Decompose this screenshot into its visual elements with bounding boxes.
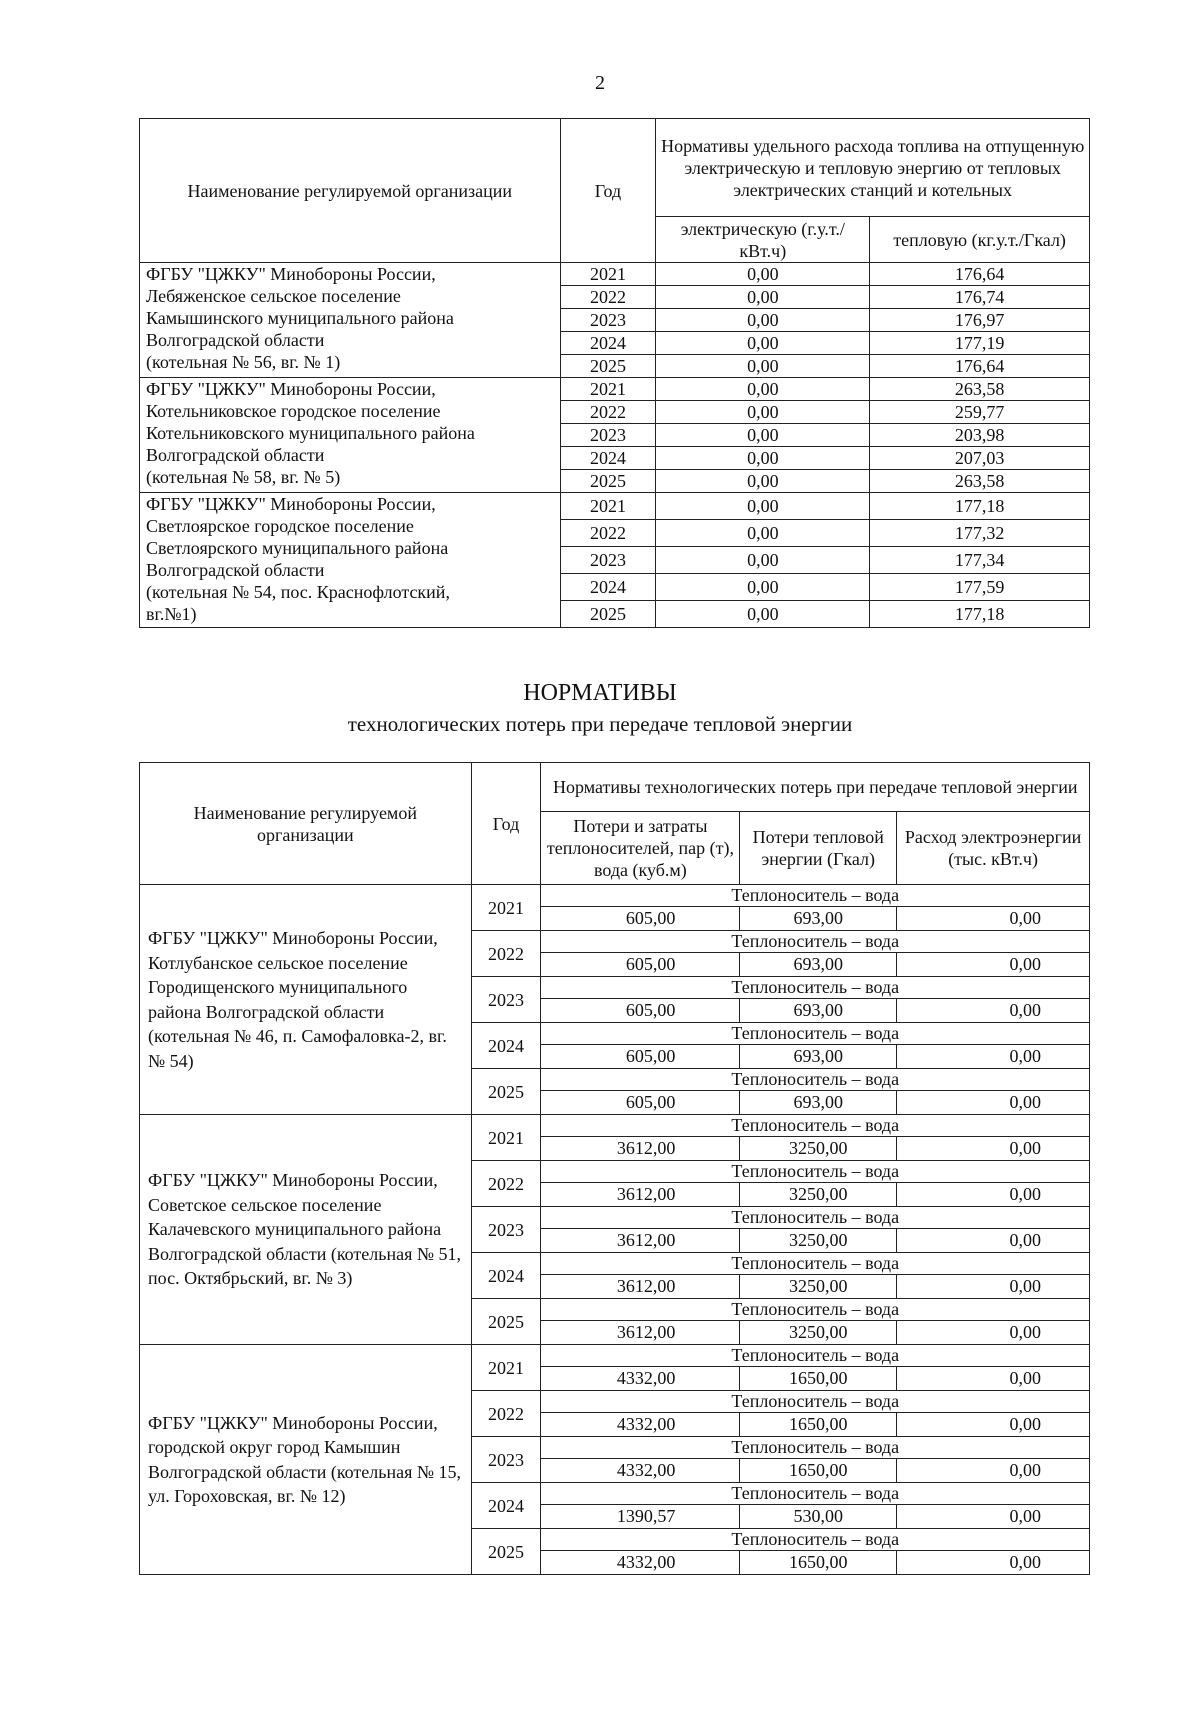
heat-loss-cell: 693,00 [740, 1091, 897, 1115]
power-cell: 0,00 [897, 1137, 1090, 1161]
losses-cell: 4332,00 [541, 1413, 740, 1437]
fuel-norms-table [139, 118, 1090, 628]
thermal-cell: 177,34 [870, 547, 1090, 574]
carrier-cell: Теплоноситель – вода [541, 977, 1090, 999]
electric-cell: 0,00 [656, 601, 870, 628]
t2-header-heat: Потери тепловой энергии (Гкал) [740, 812, 897, 885]
year-cell: 2021 [471, 1115, 541, 1161]
year-cell: 2025 [471, 1069, 541, 1115]
year-cell: 2022 [560, 286, 656, 309]
org-name-line: (котельная № 58, вг. № 5) [146, 467, 341, 487]
losses-cell: 3612,00 [541, 1137, 740, 1161]
power-cell: 0,00 [897, 1321, 1090, 1345]
electric-cell: 0,00 [656, 574, 870, 601]
year-cell: 2022 [560, 401, 656, 424]
heat-loss-cell: 3250,00 [740, 1229, 897, 1253]
thermal-cell: 203,98 [870, 424, 1090, 447]
t2-header-losses: Потери и затраты теплоносителей, пар (т), вода (куб.м) [541, 812, 740, 885]
thermal-cell: 176,97 [870, 309, 1090, 332]
heat-loss-cell: 3250,00 [740, 1275, 897, 1299]
org-name-cell [140, 493, 561, 628]
losses-cell: 605,00 [541, 999, 740, 1023]
org-name-line: (котельная № 54, пос. Краснофлотский, [146, 582, 450, 602]
thermal-cell: 263,58 [870, 378, 1090, 401]
year-cell: 2022 [471, 1391, 541, 1437]
t1-body [140, 263, 1090, 628]
thermal-cell: 177,32 [870, 520, 1090, 547]
year-cell: 2023 [560, 547, 656, 574]
year-cell: 2023 [471, 1207, 541, 1253]
carrier-row [140, 1345, 1090, 1367]
electric-cell: 0,00 [656, 286, 870, 309]
power-cell: 0,00 [897, 1183, 1090, 1207]
year-cell: 2023 [560, 309, 656, 332]
thermal-cell: 177,19 [870, 332, 1090, 355]
thermal-cell: 176,64 [870, 263, 1090, 286]
org-name-line: ФГБУ "ЦЖКУ" Минобороны России, [146, 494, 436, 514]
year-cell: 2021 [560, 378, 656, 401]
heat-loss-cell: 3250,00 [740, 1321, 897, 1345]
heat-loss-cell: 693,00 [740, 907, 897, 931]
power-cell: 0,00 [897, 1413, 1090, 1437]
section-title: НОРМАТИВЫ [523, 680, 677, 706]
org-name-cell: ФГБУ "ЦЖКУ" Минобороны России, Советское сельское поселение Калачевского муниципального района Волгоградской области (котельная № 51, пос. Октябрьский, вг. № 3) [140, 1115, 472, 1345]
losses-cell: 605,00 [541, 907, 740, 931]
carrier-cell: Теплоноситель – вода [541, 1391, 1090, 1413]
losses-cell: 4332,00 [541, 1551, 740, 1575]
org-name-line: Камышинского муниципального района [146, 308, 454, 328]
power-cell: 0,00 [897, 1275, 1090, 1299]
carrier-cell: Теплоноситель – вода [541, 1345, 1090, 1367]
org-name-line: Котельниковского муниципального района [146, 423, 475, 443]
heat-loss-cell: 693,00 [740, 999, 897, 1023]
power-cell: 0,00 [897, 1091, 1090, 1115]
power-cell: 0,00 [897, 1045, 1090, 1069]
electric-cell: 0,00 [656, 309, 870, 332]
power-cell: 0,00 [897, 907, 1090, 931]
heat-loss-cell: 1650,00 [740, 1551, 897, 1575]
year-cell: 2024 [560, 332, 656, 355]
carrier-cell: Теплоноситель – вода [541, 1253, 1090, 1275]
carrier-cell: Теплоноситель – вода [541, 885, 1090, 907]
year-cell: 2025 [471, 1529, 541, 1575]
table-row [140, 263, 1090, 286]
heat-loss-cell: 3250,00 [740, 1137, 897, 1161]
carrier-row [140, 1115, 1090, 1137]
carrier-cell: Теплоноситель – вода [541, 1529, 1090, 1551]
year-cell: 2021 [560, 263, 656, 286]
carrier-cell: Теплоноситель – вода [541, 1437, 1090, 1459]
year-cell: 2024 [560, 447, 656, 470]
org-name-line: Волгоградской области [146, 330, 325, 350]
year-cell: 2023 [471, 977, 541, 1023]
year-cell: 2024 [471, 1483, 541, 1529]
heat-loss-norms-table [139, 762, 1090, 1575]
thermal-cell: 176,74 [870, 286, 1090, 309]
losses-cell: 605,00 [541, 1091, 740, 1115]
org-name-line: Светлоярского муниципального района [146, 538, 449, 558]
table-row [140, 378, 1090, 401]
losses-cell: 605,00 [541, 1045, 740, 1069]
year-cell: 2025 [560, 601, 656, 628]
heat-loss-cell: 1650,00 [740, 1367, 897, 1391]
electric-cell: 0,00 [656, 355, 870, 378]
carrier-row [140, 885, 1090, 907]
page-number: 2 [595, 72, 605, 94]
year-cell: 2021 [560, 493, 656, 520]
year-cell: 2022 [471, 931, 541, 977]
org-name-line: вг.№1) [146, 604, 197, 624]
carrier-cell: Теплоноситель – вода [541, 1069, 1090, 1091]
losses-cell: 3612,00 [541, 1275, 740, 1299]
losses-cell: 3612,00 [541, 1229, 740, 1253]
electric-cell: 0,00 [656, 447, 870, 470]
year-cell: 2023 [560, 424, 656, 447]
year-cell: 2025 [471, 1299, 541, 1345]
year-cell: 2022 [560, 520, 656, 547]
carrier-cell: Теплоноситель – вода [541, 1299, 1090, 1321]
year-cell: 2021 [471, 1345, 541, 1391]
losses-cell: 3612,00 [541, 1321, 740, 1345]
thermal-cell: 177,18 [870, 601, 1090, 628]
electric-cell: 0,00 [656, 332, 870, 355]
org-name-line: Светлоярское городское поселение [146, 516, 414, 536]
electric-cell: 0,00 [656, 470, 870, 493]
thermal-cell: 176,64 [870, 355, 1090, 378]
carrier-cell: Теплоноситель – вода [541, 1161, 1090, 1183]
org-name-line: ФГБУ "ЦЖКУ" Минобороны России, [146, 379, 436, 399]
losses-cell: 1390,57 [541, 1505, 740, 1529]
org-name-line: Лебяженское сельское поселение [146, 286, 401, 306]
heat-loss-cell: 3250,00 [740, 1183, 897, 1207]
year-cell: 2024 [471, 1253, 541, 1299]
org-name-cell: ФГБУ "ЦЖКУ" Минобороны России, городской округ город Камышин Волгоградской области (котельная № 15, ул. Гороховская, вг. № 12) [140, 1345, 472, 1575]
t1-header-year: Год [560, 119, 656, 263]
power-cell: 0,00 [897, 1505, 1090, 1529]
electric-cell: 0,00 [656, 401, 870, 424]
carrier-cell: Теплоноситель – вода [541, 931, 1090, 953]
t2-header-org: Наименование регулируемой организации [140, 763, 472, 885]
org-name-line: Волгоградской области [146, 445, 325, 465]
thermal-cell: 207,03 [870, 447, 1090, 470]
section-subtitle: технологических потерь при передаче тепловой энергии [347, 712, 853, 736]
year-cell: 2024 [560, 574, 656, 601]
heat-loss-cell: 1650,00 [740, 1413, 897, 1437]
power-cell: 0,00 [897, 1367, 1090, 1391]
heat-loss-cell: 693,00 [740, 1045, 897, 1069]
thermal-cell: 177,59 [870, 574, 1090, 601]
losses-cell: 4332,00 [541, 1459, 740, 1483]
thermal-cell: 263,58 [870, 470, 1090, 493]
carrier-cell: Теплоноситель – вода [541, 1023, 1090, 1045]
carrier-cell: Теплоноситель – вода [541, 1115, 1090, 1137]
org-name-cell [140, 378, 561, 493]
electric-cell: 0,00 [656, 493, 870, 520]
electric-cell: 0,00 [656, 424, 870, 447]
org-name-cell [140, 263, 561, 378]
heat-loss-cell: 1650,00 [740, 1459, 897, 1483]
electric-cell: 0,00 [656, 520, 870, 547]
t1-header-thermal: тепловую (кг.у.т./Гкал) [870, 217, 1090, 263]
electric-cell: 0,00 [656, 263, 870, 286]
heat-loss-cell: 530,00 [740, 1505, 897, 1529]
year-cell: 2022 [471, 1161, 541, 1207]
power-cell: 0,00 [897, 953, 1090, 977]
power-cell: 0,00 [897, 1551, 1090, 1575]
t2-header-year: Год [471, 763, 541, 885]
org-name-line: Волгоградской области [146, 560, 325, 580]
losses-cell: 4332,00 [541, 1367, 740, 1391]
t1-header-norms: Нормативы удельного расхода топлива на отпущенную электрическую и тепловую энергию от тепловых электрических станций и котельных [656, 119, 1090, 217]
electric-cell: 0,00 [656, 378, 870, 401]
org-name-line: Котельниковское городское поселение [146, 401, 441, 421]
power-cell: 0,00 [897, 999, 1090, 1023]
year-cell: 2021 [471, 885, 541, 931]
org-name-line: ФГБУ "ЦЖКУ" Минобороны России, [146, 264, 436, 284]
thermal-cell: 177,18 [870, 493, 1090, 520]
electric-cell: 0,00 [656, 547, 870, 574]
t1-header-electric: электрическую (г.у.т./кВт.ч) [656, 217, 870, 263]
power-cell: 0,00 [897, 1229, 1090, 1253]
heat-loss-cell: 693,00 [740, 953, 897, 977]
org-name-cell: ФГБУ "ЦЖКУ" Минобороны России, Котлубанское сельское поселение Городищенского муниципального района Волгоградской области (котельная № 46, п. Самофаловка-2, вг. № 54) [140, 885, 472, 1115]
t2-body [140, 885, 1090, 1575]
year-cell: 2025 [560, 470, 656, 493]
t1-header-org: Наименование регулируемой организации [140, 119, 561, 263]
t2-header-power: Расход электроэнергии (тыс. кВт.ч) [897, 812, 1090, 885]
table-row [140, 493, 1090, 520]
carrier-cell: Теплоноситель – вода [541, 1207, 1090, 1229]
thermal-cell: 259,77 [870, 401, 1090, 424]
year-cell: 2023 [471, 1437, 541, 1483]
losses-cell: 3612,00 [541, 1183, 740, 1207]
t2-header-norms: Нормативы технологических потерь при передаче тепловой энергии [541, 763, 1090, 812]
losses-cell: 605,00 [541, 953, 740, 977]
carrier-cell: Теплоноситель – вода [541, 1483, 1090, 1505]
power-cell: 0,00 [897, 1459, 1090, 1483]
year-cell: 2024 [471, 1023, 541, 1069]
year-cell: 2025 [560, 355, 656, 378]
org-name-line: (котельная № 56, вг. № 1) [146, 352, 341, 372]
